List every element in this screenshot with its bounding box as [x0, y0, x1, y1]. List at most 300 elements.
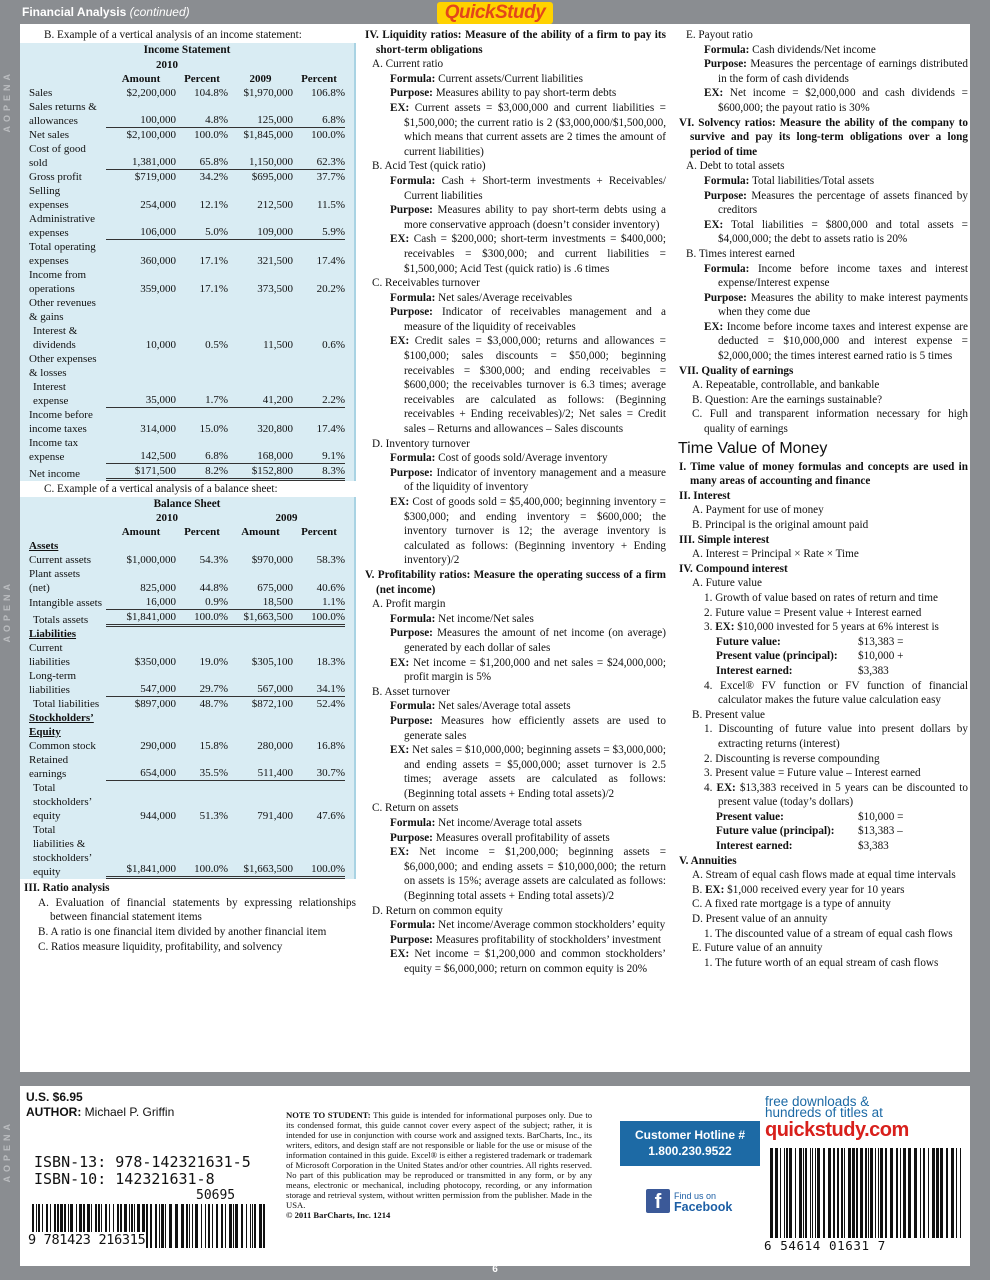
text-item: A. Interest = Principal × Rate × Time — [692, 548, 859, 561]
row-value: 4.8% — [176, 113, 228, 128]
term-label: Formula: — [704, 262, 750, 275]
term-label: EX: — [716, 781, 736, 794]
barcode-bar — [208, 1204, 210, 1248]
barcode-bar — [805, 1148, 807, 1240]
row-value: 8.3% — [293, 464, 345, 481]
term-label: EX: — [390, 496, 410, 508]
content-panel — [20, 24, 970, 1072]
column-header: Percent — [184, 526, 220, 539]
barcode-bar — [860, 1148, 863, 1240]
text-item: I. Time value of money formulas and concepts are used in many areas of accounting and finance — [679, 460, 968, 488]
table-row — [20, 697, 354, 711]
text-item: EX: Net income = $1,200,000 and common stockholders’ equity = $6,000,000; return on common equity is 20% — [390, 948, 666, 975]
text-item: A. Stream of equal cash flows made at equal time intervals — [692, 869, 956, 882]
text-item: B. Principal is the original amount paid — [692, 519, 869, 531]
term-label: Formula: — [390, 452, 436, 465]
row-value: 6.8% — [293, 113, 345, 128]
barcode-bar — [254, 1204, 256, 1248]
term-label: Purpose: — [704, 189, 747, 202]
text-item: 2. Discounting is reverse compounding — [704, 752, 880, 765]
value-row — [674, 664, 968, 679]
text-item: VI. Solvency ratios: Measure the ability of the company to survive and pay its long-term obligations over a long period of time — [679, 116, 968, 158]
term-label: EX: — [715, 621, 735, 634]
row-value: 1.1% — [293, 595, 345, 610]
row-value: 54.3% — [199, 554, 228, 567]
barcode-bar — [946, 1148, 948, 1240]
row-value: 8.2% — [176, 464, 228, 481]
table-row — [20, 380, 354, 408]
column-1 — [20, 28, 356, 954]
row-value: 48.7% — [199, 698, 228, 711]
quickstudy-logo: QuickStudy — [437, 2, 553, 24]
price-code: 50695 — [196, 1188, 236, 1203]
text-item: Formula: Total liabilities/Total assets — [704, 174, 875, 187]
row-label: Other expenses & losses — [29, 352, 97, 379]
row-value: 106.8% — [311, 86, 345, 99]
text-item: A. Profit margin — [372, 598, 446, 611]
text-item: Formula: Cash + Short-term investments + Receivables/ Current liabilities — [390, 174, 666, 202]
barcode-bar — [186, 1204, 188, 1248]
term-label: Purpose: — [390, 714, 433, 727]
row-value: 52.4% — [316, 698, 345, 711]
row-label: Income before income taxes — [29, 408, 93, 435]
term-label: Formula: — [390, 919, 436, 932]
column-header: Percent — [184, 72, 220, 85]
text-item: III. Simple interest — [679, 533, 770, 546]
barcode-bar — [784, 1148, 785, 1240]
row-value: 18.3% — [316, 656, 345, 669]
text-item: C. Receivables turnover — [372, 277, 480, 290]
barcode-bar — [803, 1148, 804, 1240]
term-label: EX: — [704, 87, 724, 100]
text-item: Formula: Income before income taxes and interest expense/Interest expense — [704, 262, 968, 290]
quickstudy-url[interactable]: quickstudy.com — [765, 1119, 909, 1141]
top-bar — [0, 0, 990, 24]
row-value: 65.8% — [176, 155, 228, 170]
value-row — [674, 824, 968, 839]
text-item: Purpose: Measures the percentage of assets financed by creditors — [704, 189, 968, 217]
barcode-bar — [900, 1148, 901, 1240]
barcode-bar — [940, 1148, 943, 1240]
row-value: 11,500 — [263, 338, 293, 351]
text-item: A. Debt to total assets — [686, 160, 785, 173]
row-value: 100,000 — [106, 113, 176, 128]
row-value: 1,381,000 — [106, 155, 176, 170]
row-value: 62.3% — [293, 155, 345, 170]
barcode-bar — [770, 1148, 773, 1240]
barcode-bar — [161, 1204, 164, 1248]
term-label: Formula: — [704, 174, 750, 187]
table-row — [20, 781, 354, 823]
row-value: 100.0% — [176, 862, 228, 879]
value-row — [674, 649, 968, 664]
row-value: 0.6% — [322, 338, 345, 351]
text-item: Formula: Net sales/Average total assets — [390, 700, 571, 713]
barcode-bar — [189, 1204, 190, 1248]
row-value: 34.2% — [199, 170, 228, 183]
table-row — [20, 142, 354, 170]
term-label: EX: — [390, 233, 410, 246]
term-label: EX: — [390, 656, 410, 669]
term-label: Formula: — [390, 612, 436, 625]
barcode-bar — [169, 1204, 172, 1248]
row-value: 314,000 — [140, 422, 176, 435]
row-value: $1,845,000 — [243, 128, 293, 141]
row-value: $695,000 — [251, 170, 293, 183]
barcode-bar — [259, 1204, 262, 1248]
row-value: 1.7% — [176, 393, 228, 408]
text-item: V. Annuities — [679, 854, 737, 867]
row-value: 10,000 — [145, 338, 176, 351]
barcode-bar — [823, 1148, 825, 1240]
barcode-bar — [201, 1204, 202, 1248]
row-value: 17.1% — [199, 282, 228, 295]
row-value: 791,400 — [257, 810, 293, 823]
barcode-bar — [914, 1148, 917, 1240]
row-value: 254,000 — [140, 198, 176, 211]
row-value: 168,000 — [228, 449, 293, 464]
text-item: EX: Net income = $2,000,000 and cash dividends = $600,000; the payout ratio is 30% — [704, 87, 968, 114]
row-value: 373,500 — [257, 282, 293, 295]
row-value: 51.3% — [199, 810, 228, 823]
year-a: 2010 — [156, 512, 178, 525]
text-item: D. Present value of an annuity — [692, 913, 828, 926]
text-item: C. Full and transparent information necessary for high quality of earnings — [692, 408, 968, 436]
row-value: 19.0% — [199, 656, 228, 669]
row-value: 100.0% — [293, 610, 345, 627]
text-item: 4. EX: $13,383 received in 5 years can be discounted to present value (today’s dollars) — [704, 781, 968, 809]
row-value: 9.1% — [293, 449, 345, 464]
row-label: Long-term liabilities — [29, 670, 77, 697]
table-row — [20, 436, 354, 464]
row-value: 29.7% — [176, 682, 228, 697]
text-item: Purpose: Measures how efficiently assets are used to generate sales — [390, 714, 666, 742]
text-item: B. Times interest earned — [686, 247, 795, 260]
row-value: $350,000 — [134, 656, 176, 669]
text-item: EX: Net income = $1,200,000 and net sales = $24,000,000; profit margin is 5% — [390, 656, 666, 684]
row-label: Retained earnings — [29, 754, 69, 781]
barcode-bar — [868, 1148, 869, 1240]
text-item: Formula: Net sales/Average receivables — [390, 291, 573, 304]
facebook-link[interactable]: Find us on Facebook — [674, 1191, 733, 1214]
free-downloads-text: free downloads & hundreds of titles at — [765, 1094, 883, 1120]
row-label: Common stock — [29, 740, 96, 753]
barcode-bar — [844, 1148, 845, 1240]
text-item: V. Profitability ratios: Measure the operating success of a firm (net income) — [365, 568, 666, 596]
page-number: 6 — [492, 1264, 498, 1275]
table-row — [20, 464, 354, 481]
barcode-bar — [263, 1204, 265, 1248]
value-label: Present value (principal): — [716, 650, 838, 663]
row-label: Sales — [29, 86, 53, 99]
barcode-bar — [833, 1148, 835, 1240]
side-watermark: AOPENA — [2, 70, 12, 133]
row-value: 40.6% — [316, 582, 345, 595]
table-row — [20, 184, 354, 212]
barcode-bar — [799, 1148, 802, 1240]
term-label: Purpose: — [390, 466, 433, 479]
barcode-bar — [923, 1148, 925, 1240]
text-item: A. Evaluation of financial statements by expressing relationships between financial statement items — [38, 896, 356, 924]
text-item: A. Payment for use of money — [692, 504, 824, 517]
row-value: 280,000 — [257, 740, 293, 753]
row-value: 15.0% — [199, 422, 228, 435]
barcode-bar — [250, 1204, 251, 1248]
barcode-bar — [817, 1148, 820, 1240]
table-row — [20, 753, 354, 781]
row-label: Intangible assets — [29, 597, 103, 610]
barcode-bar — [212, 1204, 213, 1248]
barcode-bar — [828, 1148, 831, 1240]
barcode-bar — [815, 1148, 816, 1240]
row-value: $2,100,000 — [126, 128, 176, 141]
term-label: Formula: — [390, 700, 436, 713]
barcode-bar — [852, 1148, 855, 1240]
term-label: Formula: — [390, 291, 436, 304]
row-label: Totals assets — [33, 614, 89, 627]
section-title: Time Value of Money — [678, 439, 828, 457]
row-value: 100.0% — [311, 128, 345, 141]
barcode-bar — [896, 1148, 898, 1240]
text-item: IV. Compound interest — [679, 562, 788, 575]
text-item: C. Return on assets — [372, 802, 459, 815]
row-value: $719,000 — [134, 170, 176, 183]
section-heading: Liabilities — [29, 628, 77, 641]
text-item: B. EX: $1,000 received every year for 10 years — [692, 883, 905, 896]
text-item: D. Return on common equity — [372, 904, 503, 917]
table-row — [20, 610, 354, 627]
term-label: EX: — [704, 320, 724, 333]
column-header: 2009 — [249, 72, 272, 85]
text-item: 1. Growth of value based on rates of return and time — [704, 591, 938, 604]
barcode-bar — [252, 1204, 253, 1248]
year-row — [20, 58, 354, 72]
barcode-bar — [880, 1148, 883, 1240]
row-value: 511,400 — [228, 766, 293, 781]
row-label: Interest expense — [33, 380, 69, 407]
isbn — [34, 1154, 251, 1188]
value-amount: $13,383 – — [858, 825, 903, 838]
row-value: 16.8% — [316, 740, 345, 753]
barcode-bar — [205, 1204, 206, 1248]
barcode-bar — [848, 1148, 851, 1240]
row-value: 100.0% — [176, 610, 228, 627]
barcode-bar — [865, 1148, 867, 1240]
row-value: 58.3% — [316, 554, 345, 567]
author: AUTHOR: Michael P. Griffin — [26, 1105, 175, 1119]
text-item: Formula: Net income/Net sales — [390, 612, 534, 625]
row-label: Interest & dividends — [33, 324, 78, 351]
row-value: 944,000 — [140, 810, 176, 823]
table-row — [20, 595, 354, 610]
value-amount: $10,000 = — [858, 810, 904, 823]
term-label: Purpose: — [390, 831, 433, 844]
column-header-row — [20, 525, 354, 539]
row-value: 567,000 — [228, 682, 293, 697]
term-label: EX: — [390, 101, 410, 114]
row-value: 20.2% — [316, 282, 345, 295]
column-header: Percent — [301, 526, 337, 539]
barcode-bar — [780, 1148, 781, 1240]
table-row — [20, 212, 354, 240]
barcode-bar — [241, 1204, 243, 1248]
note-to-student: NOTE TO STUDENT: This guide is intended for informational purposes only. Due to its condensed format, this guide cannot cover every aspect of the subject; rather, it is intended for use in conjunction with course work and assigned texts. BarCharts, Inc., its writers, editors, and design staff are not responsible or liable for the use or misuse of the information contained in this guide. Excel® is either a registered trademark or trademark of Microsoft Corporation in the United States and/or other countries. All rights reserved. No part of this publication may be reproduced or transmitted in any form, or by any means, electronic or mechanical, including photocopy, recording, or any information storage and retrieval system, without written permission from the publisher. Made in the USA. © 2011 BarCharts, Inc. 1214 — [286, 1110, 593, 1220]
barcode-bar — [216, 1204, 218, 1248]
row-value: 104.8% — [194, 86, 228, 99]
text-item: Purpose: Measures profitability of stockholders’ investment — [390, 933, 662, 946]
row-value: $1,841,000 — [106, 862, 176, 879]
text-item: II. Interest — [679, 489, 731, 502]
term-label: EX: — [390, 744, 410, 757]
section-heading: Assets — [29, 540, 59, 553]
row-value: $305,100 — [251, 656, 293, 669]
barcode-bar — [155, 1204, 157, 1248]
value-label: Present value: — [716, 810, 784, 823]
isbn-13: ISBN-13: 978-142321631-5 — [34, 1153, 251, 1171]
term-label: Formula: — [390, 174, 436, 187]
upc-barcode — [768, 1148, 966, 1240]
customer-hotline: Customer Hotline # 1.800.230.9522 — [620, 1121, 760, 1166]
text-item: Purpose: Measures ability to pay short-term debts — [390, 87, 617, 100]
row-value: 17.4% — [316, 254, 345, 267]
barcode-bar — [837, 1148, 839, 1240]
row-value: 35.5% — [176, 766, 228, 781]
barcode-bar — [936, 1148, 939, 1240]
text-item: 3. Present value = Future value – Interest earned — [704, 767, 921, 780]
text-item: VII. Quality of earnings — [679, 364, 794, 377]
row-value: 360,000 — [140, 254, 176, 267]
text-item: Purpose: Indicator of inventory management and a measure of the liquidity of inventory — [390, 466, 666, 494]
text-item: EX: Current assets = $3,000,000 and current liabilities = $1,500,000; the current ratio is 2 ($3,000,000/$1,500,000, which means that current assets are 2 times the amount of current liabilities) — [390, 101, 666, 158]
table-row — [20, 296, 354, 324]
text-item: Purpose: Measures overall profitability of assets — [390, 831, 610, 844]
income-caption: B. Example of a vertical analysis of an income statement: — [44, 29, 302, 41]
barcode-bar — [789, 1148, 792, 1240]
value-label: Interest earned: — [716, 664, 793, 677]
facebook-icon[interactable]: f — [646, 1189, 670, 1213]
text-item: EX: Cost of goods sold = $5,400,000; beginning inventory = $300,000; and ending inventory = $600,000; the inventory turnover is 12; the average inventory is calculated as follows: (Beginning inventory + Ending inventory)/2 — [390, 496, 666, 567]
text-item: A. Repeatable, controllable, and bankable — [692, 379, 880, 392]
barcode-bar — [951, 1148, 954, 1240]
barcode-bar — [233, 1204, 234, 1248]
text-item: 1. The future worth of an equal stream of cash flows — [704, 956, 939, 969]
row-value: 37.7% — [316, 170, 345, 183]
row-value: 17.4% — [316, 422, 345, 435]
barcode-bar — [165, 1204, 166, 1248]
barcode-bar — [870, 1148, 873, 1240]
table-row — [20, 240, 354, 268]
barcode-bar — [841, 1148, 843, 1240]
table-row — [20, 408, 354, 436]
row-value: $152,800 — [228, 464, 293, 481]
term-label: Purpose: — [704, 58, 747, 71]
term-label: Purpose: — [390, 204, 433, 217]
barcode-bar — [875, 1148, 876, 1240]
row-value: 359,000 — [140, 282, 176, 295]
barcode-bar — [229, 1204, 232, 1248]
term-label: EX: — [390, 846, 410, 859]
row-value: 1,150,000 — [228, 155, 293, 170]
text-item: 3. EX: $10,000 invested for 5 years at 6% interest is — [704, 621, 939, 634]
text-item: EX: Net sales = $10,000,000; beginning assets = $3,000,000; and ending assets = $5,000,000; asset turnover is 2.5 times; average assets are calculated as follows: (Beginning total assets + Ending total assets)/2 — [390, 744, 666, 800]
text-item: C. Ratios measure liquidity, profitability, and solvency — [38, 940, 283, 953]
barcode-bar — [221, 1204, 223, 1248]
barcode-bar — [856, 1148, 858, 1240]
value-amount: $10,000 + — [858, 650, 904, 663]
row-value: $1,970,000 — [243, 86, 293, 99]
barcode-bar — [812, 1148, 813, 1240]
barcode-bar — [810, 1148, 811, 1240]
row-value: 212,500 — [257, 198, 293, 211]
barcode-bar — [903, 1148, 906, 1240]
row-value: 47.6% — [316, 810, 345, 823]
barcode-bar — [195, 1204, 198, 1248]
column-header: Amount — [121, 72, 161, 85]
row-value: $171,500 — [106, 464, 176, 481]
section-heading: Equity — [29, 726, 61, 739]
row-value: 142,500 — [106, 449, 176, 464]
text-item: Purpose: Measures the amount of net income (on average) generated by each dollar of sales — [390, 627, 666, 654]
row-value: 41,200 — [228, 393, 293, 408]
row-label: Total operating expenses — [29, 240, 96, 267]
text-item: A. Current ratio — [372, 58, 444, 71]
row-label: Sales returns & allowances — [29, 100, 97, 127]
row-label: Income tax expense — [29, 436, 79, 463]
row-value: $897,000 — [134, 698, 176, 711]
barcode-bar — [159, 1204, 160, 1248]
row-value: 15.8% — [199, 740, 228, 753]
column-header: Amount — [241, 526, 280, 539]
barcode-bar — [150, 1204, 152, 1248]
barcode-bar — [175, 1204, 178, 1248]
row-label: Selling expenses — [29, 184, 69, 211]
barcode-bar — [920, 1148, 921, 1240]
table-row — [20, 352, 354, 380]
row-value: $1,663,500 — [228, 610, 293, 627]
table-title: Income Statement — [143, 44, 231, 56]
year-a: 2010 — [156, 58, 178, 71]
text-item: EX: Net income = $1,200,000; beginning assets = $6,000,000; and ending assets = $10,000,000; the return on assets is 15%; average assets are calculated as follows: (Beginning total assets + Ending total assets)/2 — [390, 846, 666, 903]
barcode-bar — [181, 1204, 184, 1248]
text-item: 1. Discounting of future value into present dollars by extracting returns (interest) — [704, 723, 968, 750]
row-value: 675,000 — [257, 582, 293, 595]
row-label: Net sales — [29, 128, 70, 141]
barcode-bar — [885, 1148, 887, 1240]
barcode-bar — [932, 1148, 935, 1240]
term-label: EX: — [390, 335, 410, 348]
text-item: Formula: Cash dividends/Net income — [704, 43, 876, 56]
value-label: Interest earned: — [716, 840, 793, 853]
table-row — [20, 170, 354, 184]
column-header-row — [20, 72, 354, 86]
row-label: Plant assets (net) — [29, 568, 81, 595]
value-amount: $3,383 — [858, 840, 889, 853]
table-row — [20, 324, 354, 352]
table-row — [20, 268, 354, 296]
value-label: Future value: — [716, 635, 781, 648]
text-item: 2. Future value = Present value + Interest earned — [704, 606, 922, 619]
row-value: 825,000 — [140, 582, 176, 595]
text-item: B. A ratio is one financial item divided by another financial item — [38, 925, 327, 938]
barcode-bar — [775, 1148, 778, 1240]
income-statement-table — [20, 43, 356, 481]
text-item: B. Question: Are the earnings sustainable? — [692, 393, 883, 406]
row-label: Administrative expenses — [29, 212, 95, 239]
table-title: Balance Sheet — [153, 497, 221, 510]
column-3 — [674, 28, 968, 970]
text-item: E. Future value of an annuity — [692, 942, 823, 955]
term-label: EX: — [705, 883, 725, 896]
